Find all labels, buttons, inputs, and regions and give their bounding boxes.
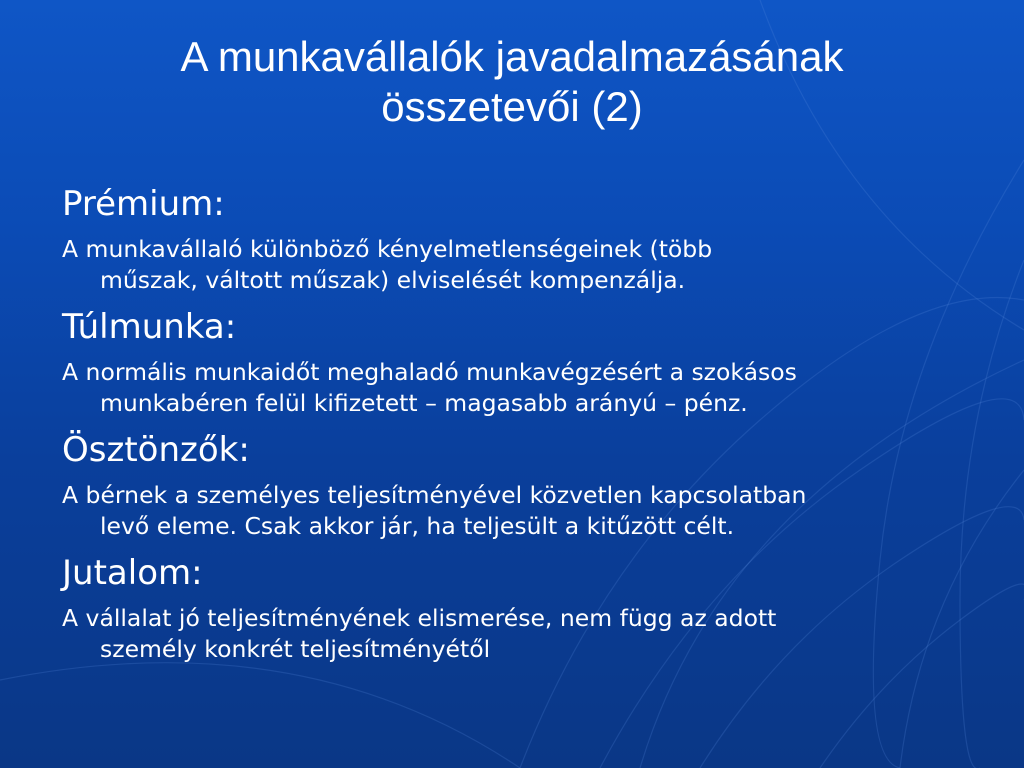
item-heading: Túlmunka: <box>62 307 237 347</box>
item-description <box>62 603 982 665</box>
item-heading: Prémium: <box>62 184 225 224</box>
slide-title-line-2: összetevői (2) <box>381 83 643 130</box>
item-heading: Ösztönzők: <box>62 430 250 470</box>
item-description-line-2: műszak, váltott műszak) elviselését kompenzálja. <box>100 266 686 294</box>
item-description-line-1: A vállalat jó teljesítményének elismerése, nem függ az adott <box>62 604 777 632</box>
item-description-line-2: munkabéren felül kifizetett – magasabb arányú – pénz. <box>100 389 748 417</box>
item-description <box>62 480 982 542</box>
item-heading: Jutalom: <box>62 553 203 593</box>
slide-content <box>62 184 982 676</box>
item-description-line-1: A munkavállaló különböző kényelmetlenségeinek (több <box>62 235 713 263</box>
item-description-line-1: A bérnek a személyes teljesítményével közvetlen kapcsolatban <box>62 481 807 509</box>
slide-title-line-1: A munkavállalók javadalmazásának <box>180 33 844 80</box>
list-item-reward <box>62 553 982 665</box>
item-description <box>62 357 982 419</box>
list-item-incentives <box>62 430 982 542</box>
item-description <box>62 234 982 296</box>
list-item-overtime <box>62 307 982 419</box>
item-description-line-2: levő eleme. Csak akkor jár, ha teljesült a kitűzött célt. <box>100 512 735 540</box>
list-item-premium <box>62 184 982 296</box>
item-description-line-1: A normális munkaidőt meghaladó munkavégzésért a szokásos <box>62 358 797 386</box>
slide-title <box>0 32 1024 132</box>
item-description-line-2: személy konkrét teljesítményétől <box>100 635 491 663</box>
